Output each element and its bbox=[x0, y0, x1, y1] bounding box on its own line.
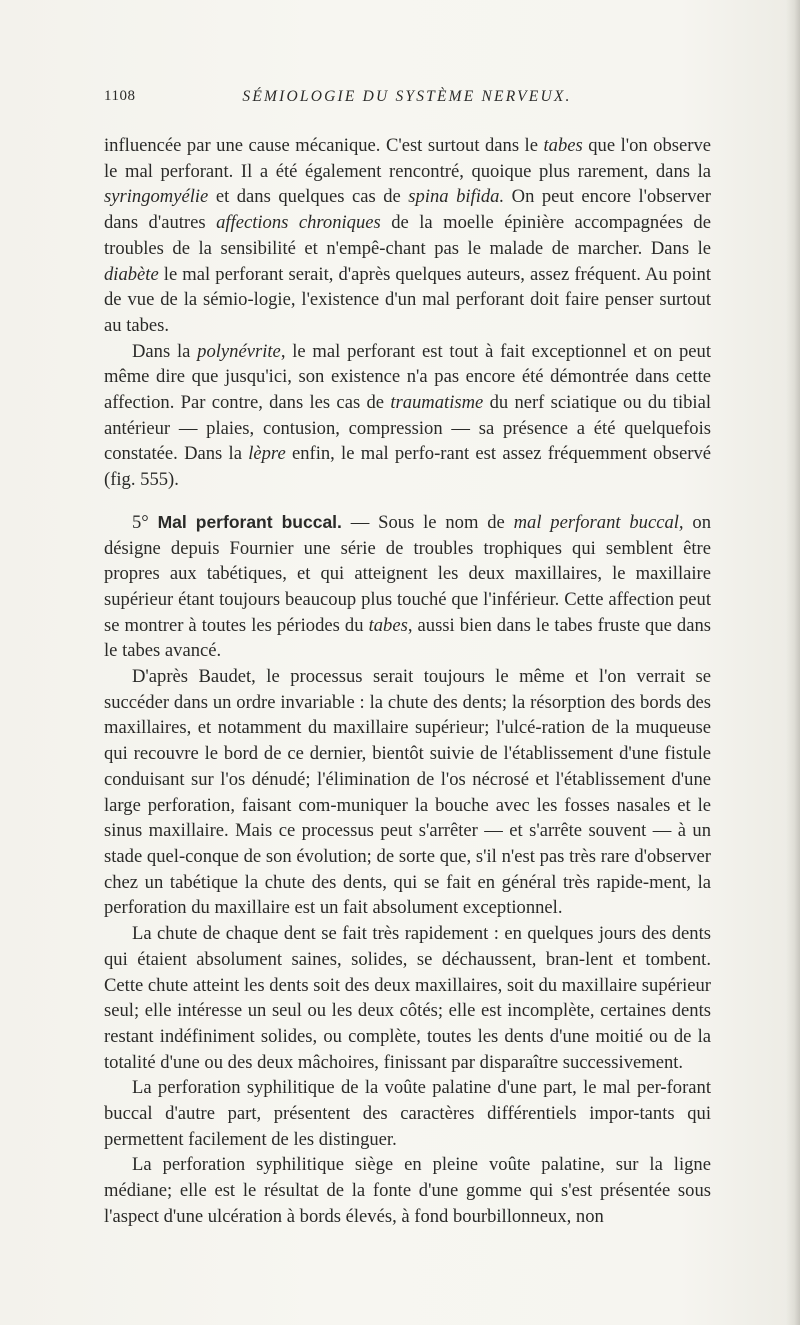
paragraph-6: La perforation syphilitique de la voûte palatine d'une part, le mal per-forant buccal d'autre part, présentent des caractères différentiels impor-tants qui permettent facilement de les distinguer. bbox=[104, 1077, 711, 1150]
paragraph-3: 5° Mal perforant buccal. — Sous le nom de mal perforant buccal, on désigne depuis Fournier une série de troubles trophiques qui semblent être propres aux tabétiques, et qui atteignent les deux maxillaires, le maxillaire supérieur étant toujours beaucoup plus touché que l'inférieur. Cette affection peut se montrer à toutes les périodes du tabes, aussi bien dans le tabes fruste que dans le tabes avancé. bbox=[104, 511, 712, 662]
section-number: 5° bbox=[132, 511, 158, 533]
body-text bbox=[104, 133, 711, 1230]
paragraph-5: La chute de chaque dent se fait très rapidement : en quelques jours des dents qui étaient absolument saines, solides, se déchaussent, bran-lent et tombent. Cette chute atteint les dents soit des deux maxillaires, soit du maxillaire supérieur seul; elle intéresse un seul ou les deux côtés; elle est incomplète, certaines dents restant indéfiniment solides, ou complète, toutes les dents d'une moitié ou de la totalité d'une ou des deux mâchoires, finissant par disparaître successivement. bbox=[104, 923, 711, 1073]
paragraph-2: Dans la polynévrite, le mal perforant est tout à fait exceptionnel et on peut même dire que jusqu'ici, son existence n'a pas encore été démontrée dans cette affection. Par contre, dans les cas de traumatisme du nerf sciatique ou du tibial antérieur — plaies, contusion, compression — sa présence a été quelquefois constatée. Dans la lèpre enfin, le mal perfo-rant est assez fréquemment observé (fig. 555). bbox=[104, 340, 712, 491]
page-header bbox=[104, 88, 710, 112]
running-title: SÉMIOLOGIE DU SYSTÈME NERVEUX. bbox=[242, 88, 572, 105]
page-number: 1108 bbox=[104, 88, 136, 104]
paragraph-7: La perforation syphilitique siège en pleine voûte palatine, sur la ligne médiane; elle est le résultat de la fonte d'une gomme qui s'est présentée sous l'aspect d'une ulcération à bords élevés, à fond bourbillonneux, non bbox=[104, 1154, 711, 1227]
paragraph-4: D'après Baudet, le processus serait toujours le même et l'on verrait se succéder dans un ordre invariable : la chute des dents; la résorption des bords des maxillaires, et notamment du maxillaire supérieur; l'ulcé-ration de la muqueuse qui recouvre le bord de ce dernier, bientôt suivie de l'établissement d'une fistule conduisant sur l'os dénudé; l'élimination de l'os nécrosé et l'établissement d'une large perforation, faisant com-muniquer la bouche avec les fosses nasales et le sinus maxillaire. Mais ce processus peut s'arrêter — et s'arrête souvent — à un stade quel-conque de son évolution; de sorte que, s'il n'est pas très rare d'observer chez un tabétique la chute des dents, qui se fait en général très rapide-ment, la perforation du maxillaire est un fait absolument exceptionnel. bbox=[104, 666, 711, 919]
paragraph-1: influencée par une cause mécanique. C'est surtout dans le tabes que l'on observe le mal perforant. Il a été également rencontré, quoique plus rarement, dans la syringomyélie et dans quelques cas de spina bifida. On peut encore l'observer dans d'autres affections chroniques de la moelle épinière accompagnées de troubles de la sensibilité et n'empê-chant pas le malade de marcher. Dans le diabète le mal perforant serait, d'après quelques auteurs, assez fréquent. Au point de vue de la sémio-logie, l'existence d'un mal perforant doit faire penser surtout au tabes. bbox=[104, 135, 711, 336]
section-title: Mal perforant buccal. bbox=[157, 511, 342, 532]
page-edge-shadow bbox=[786, 0, 800, 1325]
